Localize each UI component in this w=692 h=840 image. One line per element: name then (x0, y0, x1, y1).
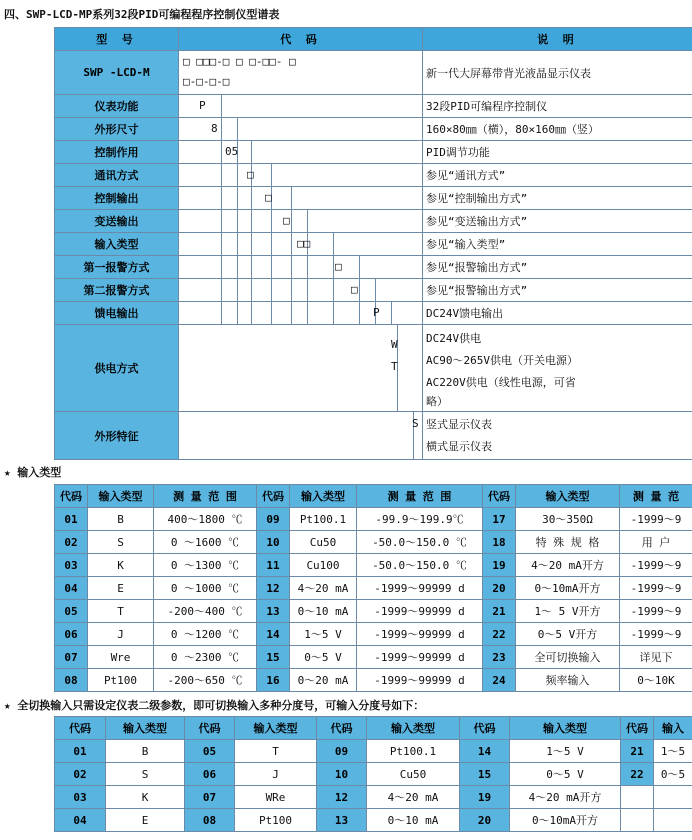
switch-table-row (55, 763, 692, 786)
shape-label: 外形特征 (55, 412, 179, 460)
switch-header-cell: 输入类型 (106, 717, 185, 740)
model-row-desc: 参见“输入类型” (423, 233, 692, 256)
header-desc: 说 明 (423, 28, 692, 51)
input-cell: -50.0～150.0 ℃ (357, 531, 483, 554)
model-row-label: 通讯方式 (55, 164, 179, 187)
input-cell: 0 ～1300 ℃ (154, 554, 257, 577)
input-table-row (55, 508, 692, 531)
power-label: 供电方式 (55, 325, 179, 412)
input-cell: T (88, 600, 154, 623)
input-cell: -1999～9 (620, 600, 692, 623)
model-row-label: 仪表功能 (55, 95, 179, 118)
model-row (55, 141, 692, 164)
model-row-desc: 参见“报警输出方式” (423, 256, 692, 279)
model-row-code (179, 141, 423, 164)
switch-cell: 0～5 V (510, 763, 621, 786)
switch-cell: 1～5 (654, 740, 692, 763)
switch-cell: S (106, 763, 185, 786)
input-cell: 23 (483, 646, 516, 669)
input-cell: 03 (55, 554, 88, 577)
input-cell: 13 (257, 600, 290, 623)
switch-section-title: ★ 全切换输入只需设定仪表二级参数，即可切换输入多种分度号，可输入分度号如下： (4, 699, 425, 712)
model-row-label: 变送输出 (55, 210, 179, 233)
input-cell: 特 殊 规 格 (516, 531, 620, 554)
model-row-code-value: □ (283, 214, 290, 227)
switch-header-cell: 代码 (55, 717, 106, 740)
input-cell: 0 ～1000 ℃ (154, 577, 257, 600)
input-cell: 18 (483, 531, 516, 554)
switch-cell: B (106, 740, 185, 763)
switch-cell: 14 (460, 740, 510, 763)
input-cell: -1999～9 (620, 577, 692, 600)
input-cell: 15 (257, 646, 290, 669)
input-cell: 05 (55, 600, 88, 623)
model-row-desc: DC24V馈电输出 (423, 302, 692, 325)
switch-cell: 02 (55, 763, 106, 786)
switch-cell: 13 (317, 809, 367, 832)
switch-table-row (55, 786, 692, 809)
switch-cell: 0～10mA开方 (510, 809, 621, 832)
input-table-row (55, 646, 692, 669)
model-row-label: 控制输出 (55, 187, 179, 210)
power-code-w: W (391, 338, 398, 351)
model-row-label: 第二报警方式 (55, 279, 179, 302)
model-row-code-value: □ (335, 260, 342, 273)
input-cell: 0～10K (620, 669, 692, 692)
model-row-code-value: □ (265, 191, 272, 204)
input-cell: B (88, 508, 154, 531)
switch-header-cell: 代码 (621, 717, 654, 740)
input-table-row (55, 577, 692, 600)
model-row-code (179, 95, 423, 118)
page-title: 四、SWP-LCD-MP系列32段PID可编程程序控制仪型谱表 (4, 8, 280, 21)
model-row (55, 279, 692, 302)
input-header-cell: 测 量 范 围 (154, 485, 257, 508)
model-row (55, 302, 692, 325)
input-cell: 0～10mA开方 (516, 577, 620, 600)
input-cell: Pt100.1 (290, 508, 357, 531)
switch-table-row (55, 809, 692, 832)
input-cell: 07 (55, 646, 88, 669)
power-desc-4: 略） (426, 395, 448, 408)
header-model: 型 号 (55, 28, 179, 51)
input-header-cell: 输入类型 (516, 485, 620, 508)
input-cell: 04 (55, 577, 88, 600)
switch-cell: 12 (317, 786, 367, 809)
model-row-code (179, 256, 423, 279)
power-desc-3: AC220V供电（线性电源，可省 (426, 376, 576, 389)
input-cell: 0 ～1600 ℃ (154, 531, 257, 554)
switch-cell (621, 809, 654, 832)
switch-cell: 15 (460, 763, 510, 786)
input-cell: -1999～9 (620, 623, 692, 646)
input-cell: -1999～9 (620, 508, 692, 531)
model-row (55, 95, 692, 118)
power-code (179, 325, 423, 412)
model-row (55, 210, 692, 233)
input-table-row (55, 623, 692, 646)
switch-cell: 0～10 mA (367, 809, 460, 832)
input-cell: 用 户 (620, 531, 692, 554)
switch-cell: J (235, 763, 317, 786)
input-header-cell: 代码 (55, 485, 88, 508)
input-cell: 12 (257, 577, 290, 600)
switch-header-cell: 代码 (317, 717, 367, 740)
switch-table (54, 716, 692, 832)
model-row-label: 控制作用 (55, 141, 179, 164)
input-header-cell: 测 量 范 围 (357, 485, 483, 508)
switch-cell: 4～20 mA (367, 786, 460, 809)
header-code: 代 码 (179, 28, 423, 51)
input-cell: -99.9～199.9℃ (357, 508, 483, 531)
switch-cell: Pt100.1 (367, 740, 460, 763)
input-header-cell: 代码 (257, 485, 290, 508)
model-row-code-value: □ (247, 168, 254, 181)
input-table (54, 484, 692, 692)
switch-cell: E (106, 809, 185, 832)
switch-cell: 07 (185, 786, 235, 809)
model-row-code (179, 187, 423, 210)
model-row-label: 第一报警方式 (55, 256, 179, 279)
input-cell: 1～5 V (290, 623, 357, 646)
input-cell: -200～650 ℃ (154, 669, 257, 692)
input-cell: 1～ 5 V开方 (516, 600, 620, 623)
model-code (179, 51, 423, 95)
model-row-code-value: P (373, 306, 380, 319)
model-code-line2: □-□-□-□ (183, 75, 230, 88)
switch-cell: 21 (621, 740, 654, 763)
model-row-code (179, 233, 423, 256)
model-row-code (179, 279, 423, 302)
switch-cell: 4～20 mA开方 (510, 786, 621, 809)
model-row (55, 256, 692, 279)
switch-cell: T (235, 740, 317, 763)
switch-cell: 20 (460, 809, 510, 832)
input-cell: -1999～99999 d (357, 577, 483, 600)
switch-cell: Pt100 (235, 809, 317, 832)
input-cell: 0～10 mA (290, 600, 357, 623)
switch-cell: 1～5 V (510, 740, 621, 763)
input-cell: E (88, 577, 154, 600)
switch-cell: K (106, 786, 185, 809)
model-row-desc: 参见“控制输出方式” (423, 187, 692, 210)
switch-cell: 01 (55, 740, 106, 763)
input-cell: -1999～9 (620, 554, 692, 577)
switch-header-cell: 输入类型 (367, 717, 460, 740)
switch-cell: 09 (317, 740, 367, 763)
star-icon: ★ (4, 466, 11, 479)
input-cell: 16 (257, 669, 290, 692)
model-row-desc: 32段PID可编程序控制仪 (423, 95, 692, 118)
input-header-cell: 输入类型 (290, 485, 357, 508)
input-cell: 06 (55, 623, 88, 646)
input-table-row (55, 600, 692, 623)
input-cell: 17 (483, 508, 516, 531)
model-desc: 新一代大屏幕带背光液晶显示仪表 (423, 51, 692, 95)
model-table (54, 27, 692, 460)
switch-cell: 03 (55, 786, 106, 809)
input-header-cell: 代码 (483, 485, 516, 508)
switch-header-cell: 输入 (654, 717, 692, 740)
switch-cell: 0～5 (654, 763, 692, 786)
power-code-t: T (391, 360, 398, 373)
input-cell: J (88, 623, 154, 646)
input-cell: Cu100 (290, 554, 357, 577)
shape-desc-2: 横式显示仪表 (426, 440, 492, 453)
input-cell: 22 (483, 623, 516, 646)
input-cell: -1999～99999 d (357, 646, 483, 669)
model-row-code (179, 118, 423, 141)
power-desc-2: AC90～265V供电（开关电源） (426, 354, 578, 367)
switch-header-row (55, 717, 692, 740)
switch-cell (654, 786, 692, 809)
switch-cell: Cu50 (367, 763, 460, 786)
model-row-desc: 参见“变送输出方式” (423, 210, 692, 233)
model-row-label: 输入类型 (55, 233, 179, 256)
input-cell: 4～20 mA (290, 577, 357, 600)
power-desc-1: DC24V供电 (426, 332, 482, 345)
model-row-code (179, 210, 423, 233)
input-cell: 21 (483, 600, 516, 623)
model-row (55, 164, 692, 187)
model-code-line1: □ □□□-□ □ □-□□- □ (183, 55, 296, 68)
input-cell: S (88, 531, 154, 554)
model-row (55, 233, 692, 256)
input-cell: 详见下 (620, 646, 692, 669)
input-cell: 400～1800 ℃ (154, 508, 257, 531)
model-row-desc: PID调节功能 (423, 141, 692, 164)
power-desc (423, 325, 692, 412)
input-cell: 08 (55, 669, 88, 692)
model-row-desc: 160×80㎜（横），80×160㎜（竖） (423, 118, 692, 141)
shape-code (179, 412, 423, 460)
input-cell: -50.0～150.0 ℃ (357, 554, 483, 577)
input-cell: K (88, 554, 154, 577)
input-cell: 14 (257, 623, 290, 646)
shape-code-s: S (412, 417, 419, 430)
input-cell: 19 (483, 554, 516, 577)
model-row-desc: 参见“通讯方式” (423, 164, 692, 187)
input-cell: Pt100 (88, 669, 154, 692)
switch-cell: 06 (185, 763, 235, 786)
model-row-label: 外形尺寸 (55, 118, 179, 141)
input-section-title: ★ 输入类型 (4, 466, 62, 479)
input-cell: 全可切换输入 (516, 646, 620, 669)
input-cell: 4～20 mA开方 (516, 554, 620, 577)
model-row (55, 118, 692, 141)
model-row-code-value: P (199, 99, 206, 112)
input-table-row (55, 669, 692, 692)
shape-desc-1: 竖式显示仪表 (426, 418, 492, 431)
model-row-code (179, 302, 423, 325)
input-cell: 01 (55, 508, 88, 531)
model-row-label: 馈电输出 (55, 302, 179, 325)
input-header-cell: 输入类型 (88, 485, 154, 508)
input-cell: 0～5 V开方 (516, 623, 620, 646)
switch-cell: 19 (460, 786, 510, 809)
input-cell: 11 (257, 554, 290, 577)
input-cell: 30～350Ω (516, 508, 620, 531)
input-cell: -1999～99999 d (357, 623, 483, 646)
model-row-code (179, 164, 423, 187)
input-cell: 10 (257, 531, 290, 554)
switch-cell: 22 (621, 763, 654, 786)
model-row-code-value: 05 (225, 145, 239, 158)
switch-cell: 05 (185, 740, 235, 763)
input-cell: 24 (483, 669, 516, 692)
input-cell: -1999～99999 d (357, 669, 483, 692)
input-cell: 02 (55, 531, 88, 554)
switch-header-cell: 输入类型 (235, 717, 317, 740)
switch-cell: 04 (55, 809, 106, 832)
input-cell: Wre (88, 646, 154, 669)
model-name: SWP -LCD-M (55, 51, 179, 95)
input-cell: 09 (257, 508, 290, 531)
model-row (55, 187, 692, 210)
switch-header-cell: 代码 (460, 717, 510, 740)
switch-cell: 10 (317, 763, 367, 786)
shape-desc (423, 412, 692, 460)
switch-cell: WRe (235, 786, 317, 809)
model-row-code-value: □□ (297, 237, 311, 250)
input-cell: -200～400 ℃ (154, 600, 257, 623)
model-row-code-value: 8 (211, 122, 218, 135)
input-header-cell: 测 量 范 (620, 485, 692, 508)
switch-table-row (55, 740, 692, 763)
switch-cell (654, 809, 692, 832)
input-header-row (55, 485, 692, 508)
input-cell: 频率输入 (516, 669, 620, 692)
input-cell: Cu50 (290, 531, 357, 554)
input-cell: 0 ～1200 ℃ (154, 623, 257, 646)
switch-header-cell: 输入类型 (510, 717, 621, 740)
input-cell: -1999～99999 d (357, 600, 483, 623)
model-row-desc: 参见“报警输出方式” (423, 279, 692, 302)
input-table-row (55, 531, 692, 554)
switch-header-cell: 代码 (185, 717, 235, 740)
switch-cell (621, 786, 654, 809)
input-cell: 0～5 V (290, 646, 357, 669)
input-cell: 0 ～2300 ℃ (154, 646, 257, 669)
star-icon: ★ (4, 699, 11, 712)
switch-cell: 08 (185, 809, 235, 832)
input-cell: 0～20 mA (290, 669, 357, 692)
input-cell: 20 (483, 577, 516, 600)
model-row-code-value: □ (351, 283, 358, 296)
input-table-row (55, 554, 692, 577)
